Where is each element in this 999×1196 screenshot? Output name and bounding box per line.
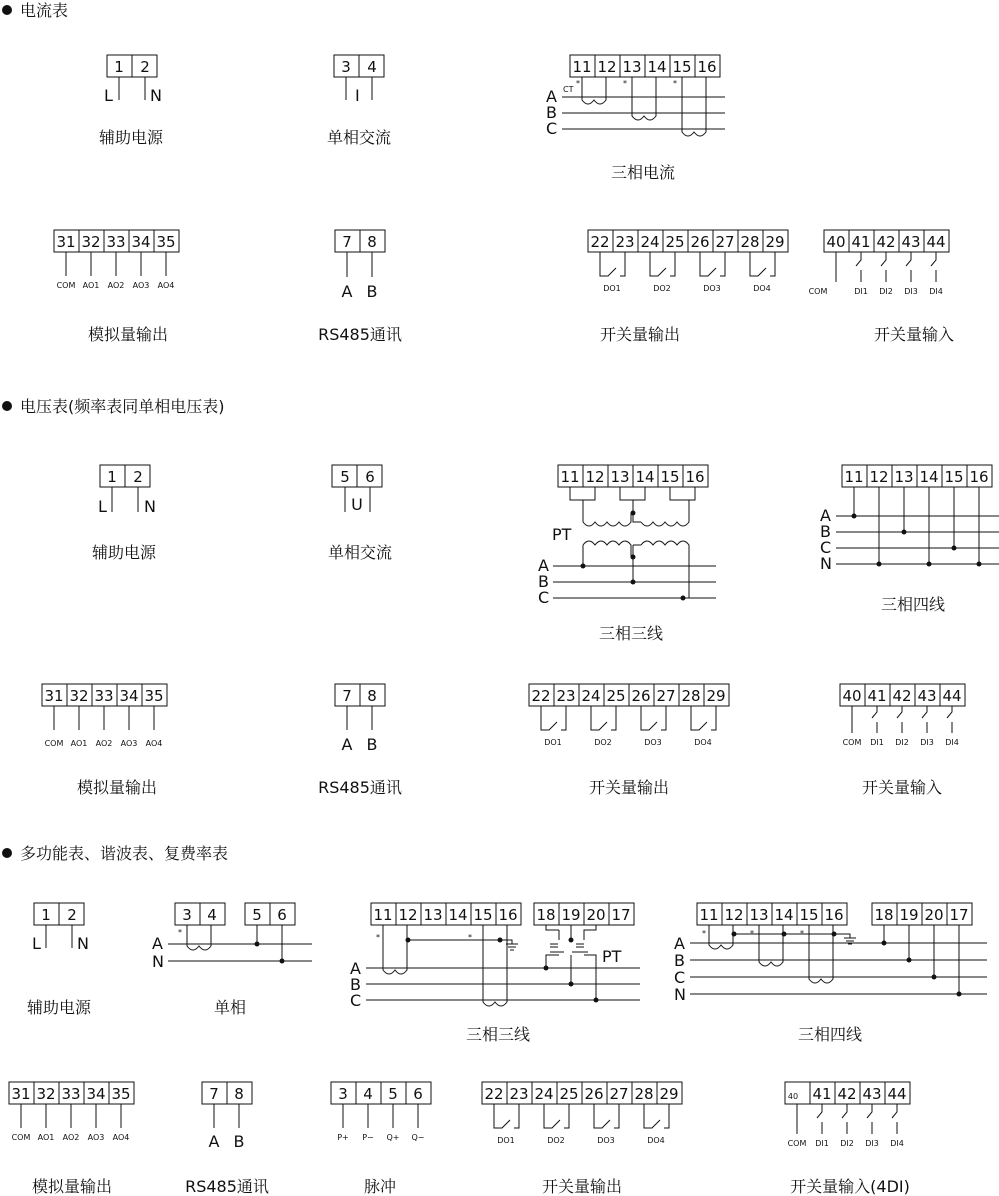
svg-text:14: 14 (448, 906, 468, 924)
svg-text:A: A (538, 556, 549, 575)
svg-text:PT: PT (552, 525, 572, 544)
svg-text:A: A (341, 282, 353, 301)
svg-text:26: 26 (584, 1085, 604, 1103)
svg-text:12: 12 (869, 468, 889, 486)
analog-output-block (54, 230, 179, 344)
svg-text:19: 19 (899, 906, 919, 924)
svg-text:44: 44 (942, 687, 962, 705)
caption: 辅助电源 (26, 998, 92, 1017)
svg-text:35: 35 (111, 1085, 131, 1103)
svg-text:C: C (538, 588, 550, 607)
svg-text:AO2: AO2 (95, 739, 113, 748)
svg-text:CT: CT (563, 85, 574, 94)
svg-text:DO1: DO1 (497, 1136, 515, 1145)
svg-text:C: C (674, 968, 686, 987)
svg-text:19: 19 (561, 906, 581, 924)
svg-text:4: 4 (367, 58, 377, 76)
svg-text:20: 20 (924, 906, 944, 924)
svg-text:A: A (208, 1132, 220, 1151)
caption: 脉冲 (363, 1177, 397, 1196)
svg-text:42: 42 (876, 233, 896, 251)
svg-text:C: C (350, 991, 362, 1010)
svg-text:11: 11 (844, 468, 864, 486)
svg-text:44: 44 (926, 233, 946, 251)
svg-text:P−: P− (362, 1133, 374, 1142)
svg-text:15: 15 (799, 906, 819, 924)
svg-text:L: L (98, 497, 107, 516)
svg-text:23: 23 (615, 233, 635, 251)
svg-text:2: 2 (140, 58, 150, 76)
svg-text:44: 44 (887, 1085, 907, 1103)
caption: 三相三线 (465, 1025, 531, 1044)
caption: 开关量输出 (599, 325, 681, 344)
svg-text:AO4: AO4 (157, 281, 175, 290)
svg-text:24: 24 (534, 1085, 554, 1103)
three-phase-current-block (546, 55, 725, 182)
svg-text:*: * (178, 928, 182, 937)
svg-text:26: 26 (631, 687, 651, 705)
svg-text:DO2: DO2 (653, 284, 671, 293)
svg-text:N: N (820, 554, 832, 573)
section-title-ammeter: 电流表 (20, 1, 69, 20)
svg-text:11: 11 (699, 906, 719, 924)
analog-output-block (9, 1082, 134, 1196)
svg-text:*: * (376, 933, 380, 942)
svg-text:1: 1 (114, 58, 124, 76)
svg-text:DO1: DO1 (544, 738, 562, 747)
svg-text:14: 14 (635, 468, 655, 486)
svg-text:11: 11 (560, 468, 580, 486)
caption: 三相四线 (880, 595, 946, 614)
svg-text:*: * (623, 79, 627, 88)
svg-text:A: A (152, 934, 163, 953)
rs485-block (318, 684, 402, 797)
svg-text:N: N (144, 497, 156, 516)
svg-text:N: N (77, 934, 89, 953)
svg-text:COM: COM (842, 738, 862, 747)
svg-text:16: 16 (969, 468, 989, 486)
svg-text:15: 15 (672, 58, 692, 76)
svg-text:A: A (341, 735, 353, 754)
switch-input-block (840, 684, 965, 797)
svg-text:24: 24 (581, 687, 601, 705)
svg-text:26: 26 (690, 233, 710, 251)
svg-text:28: 28 (681, 687, 701, 705)
svg-text:2: 2 (67, 906, 77, 924)
svg-text:COM: COM (44, 739, 64, 748)
svg-text:B: B (233, 1132, 245, 1151)
svg-text:34: 34 (119, 687, 139, 705)
caption: 单相 (213, 998, 247, 1017)
svg-text:25: 25 (665, 233, 685, 251)
svg-text:8: 8 (367, 233, 377, 251)
single-phase-ac-block (327, 55, 391, 147)
svg-text:L: L (32, 934, 41, 953)
svg-text:2: 2 (133, 468, 143, 486)
svg-text:B: B (674, 951, 685, 970)
svg-text:P+: P+ (337, 1133, 349, 1142)
caption: RS485通讯 (318, 325, 402, 344)
svg-text:22: 22 (590, 233, 610, 251)
svg-text:6: 6 (413, 1085, 423, 1103)
svg-text:28: 28 (740, 233, 760, 251)
caption: 模拟量输出 (31, 1177, 113, 1196)
svg-text:*: * (468, 933, 472, 942)
svg-text:1: 1 (41, 906, 51, 924)
switch-output-block (529, 684, 729, 797)
svg-text:8: 8 (367, 687, 377, 705)
svg-text:33: 33 (106, 233, 126, 251)
svg-text:N: N (150, 86, 162, 105)
svg-text:42: 42 (892, 687, 912, 705)
svg-text:AO2: AO2 (62, 1133, 80, 1142)
svg-text:DO2: DO2 (594, 738, 612, 747)
svg-text:COM: COM (56, 281, 76, 290)
section-bullet (2, 401, 12, 411)
svg-text:AO4: AO4 (145, 739, 163, 748)
svg-text:40: 40 (787, 1092, 799, 1101)
svg-text:AO2: AO2 (107, 281, 125, 290)
svg-text:COM: COM (11, 1133, 31, 1142)
svg-text:18: 18 (874, 906, 894, 924)
svg-text:DO4: DO4 (694, 738, 712, 747)
svg-text:41: 41 (867, 687, 887, 705)
caption: 单相交流 (326, 128, 392, 147)
svg-text:*: * (800, 929, 804, 938)
svg-text:13: 13 (423, 906, 443, 924)
caption: 开关量输出 (588, 778, 670, 797)
svg-text:33: 33 (61, 1085, 81, 1103)
svg-text:16: 16 (685, 468, 705, 486)
svg-text:25: 25 (559, 1085, 579, 1103)
svg-text:15: 15 (473, 906, 493, 924)
svg-text:DI3: DI3 (865, 1139, 879, 1148)
switch-input-block (809, 230, 954, 344)
svg-text:4: 4 (207, 906, 217, 924)
three-phase-three-wire-block (350, 903, 640, 1044)
section-title-multifunction: 多功能表、谐波表、复费率表 (20, 844, 229, 863)
svg-text:31: 31 (44, 687, 64, 705)
svg-text:16: 16 (824, 906, 844, 924)
svg-text:14: 14 (774, 906, 794, 924)
svg-text:12: 12 (724, 906, 744, 924)
svg-text:U: U (351, 495, 363, 514)
svg-text:N: N (674, 985, 686, 1004)
svg-text:6: 6 (365, 468, 375, 486)
switch-output-block (482, 1082, 682, 1196)
svg-text:DI1: DI1 (854, 287, 868, 296)
svg-text:32: 32 (81, 233, 101, 251)
svg-text:34: 34 (131, 233, 151, 251)
svg-text:DI3: DI3 (920, 738, 934, 747)
svg-text:25: 25 (606, 687, 626, 705)
svg-text:42: 42 (837, 1085, 857, 1103)
svg-text:31: 31 (11, 1085, 31, 1103)
section-bullet (2, 5, 12, 15)
svg-text:DI2: DI2 (879, 287, 893, 296)
svg-text:3: 3 (338, 1085, 348, 1103)
svg-text:AO3: AO3 (87, 1133, 105, 1142)
analog-output-block (42, 684, 167, 797)
svg-text:PT: PT (602, 947, 622, 966)
three-phase-four-wire-block (674, 903, 987, 1044)
svg-text:A: A (820, 506, 831, 525)
svg-text:B: B (366, 735, 378, 754)
caption: 辅助电源 (91, 543, 157, 562)
svg-text:B: B (366, 282, 378, 301)
caption: 开关量输出 (541, 1177, 623, 1196)
svg-text:L: L (104, 86, 113, 105)
svg-text:B: B (538, 572, 549, 591)
svg-text:*: * (673, 79, 677, 88)
svg-text:13: 13 (894, 468, 914, 486)
svg-text:DI2: DI2 (895, 738, 909, 747)
svg-text:7: 7 (342, 687, 352, 705)
svg-text:12: 12 (597, 58, 617, 76)
single-phase-ac-block (328, 465, 392, 562)
svg-text:34: 34 (86, 1085, 106, 1103)
svg-text:7: 7 (342, 233, 352, 251)
caption: 开关量输入 (873, 325, 955, 344)
svg-text:14: 14 (647, 58, 667, 76)
svg-text:22: 22 (531, 687, 551, 705)
aux-power-block (99, 55, 164, 147)
single-phase-block (152, 903, 312, 1017)
svg-text:DI4: DI4 (890, 1139, 904, 1148)
svg-text:13: 13 (610, 468, 630, 486)
svg-text:18: 18 (536, 906, 556, 924)
svg-text:Q+: Q+ (386, 1133, 400, 1142)
svg-text:22: 22 (484, 1085, 504, 1103)
svg-text:B: B (546, 103, 557, 122)
svg-text:AO4: AO4 (112, 1133, 130, 1142)
caption: 模拟量输出 (76, 778, 158, 797)
svg-text:COM: COM (808, 287, 828, 296)
svg-text:35: 35 (156, 233, 176, 251)
svg-text:29: 29 (765, 233, 785, 251)
caption: 三相四线 (797, 1025, 863, 1044)
svg-text:20: 20 (586, 906, 606, 924)
svg-text:5: 5 (388, 1085, 398, 1103)
svg-text:43: 43 (862, 1085, 882, 1103)
rs485-block (318, 230, 402, 344)
svg-text:6: 6 (277, 906, 287, 924)
svg-text:A: A (546, 87, 557, 106)
svg-text:3: 3 (182, 906, 192, 924)
svg-text:AO1: AO1 (82, 281, 100, 290)
svg-text:11: 11 (572, 58, 592, 76)
svg-text:43: 43 (917, 687, 937, 705)
svg-text:1: 1 (107, 468, 117, 486)
svg-text:A: A (350, 959, 361, 978)
svg-text:DO2: DO2 (547, 1136, 565, 1145)
caption: RS485通讯 (185, 1177, 269, 1196)
svg-text:28: 28 (634, 1085, 654, 1103)
svg-text:32: 32 (36, 1085, 56, 1103)
svg-text:B: B (820, 522, 831, 541)
svg-text:29: 29 (659, 1085, 679, 1103)
caption: 开关量输入 (861, 778, 943, 797)
aux-power-block (27, 903, 92, 1017)
svg-text:B: B (350, 975, 361, 994)
svg-text:*: * (702, 929, 706, 938)
svg-text:3: 3 (341, 58, 351, 76)
svg-text:41: 41 (851, 233, 871, 251)
svg-text:DI1: DI1 (815, 1139, 829, 1148)
svg-text:27: 27 (656, 687, 676, 705)
svg-text:COM: COM (787, 1139, 807, 1148)
svg-text:23: 23 (509, 1085, 529, 1103)
svg-text:16: 16 (498, 906, 518, 924)
svg-text:C: C (546, 119, 558, 138)
caption: 单相交流 (327, 543, 393, 562)
caption: RS485通讯 (318, 778, 402, 797)
svg-text:43: 43 (901, 233, 921, 251)
svg-text:DO4: DO4 (753, 284, 771, 293)
svg-text:15: 15 (660, 468, 680, 486)
svg-text:41: 41 (812, 1085, 832, 1103)
caption: 三相电流 (610, 163, 676, 182)
svg-text:C: C (820, 538, 832, 557)
svg-text:Q−: Q− (411, 1133, 425, 1142)
svg-text:35: 35 (144, 687, 164, 705)
svg-text:8: 8 (234, 1085, 244, 1103)
svg-text:DO3: DO3 (703, 284, 721, 293)
svg-text:32: 32 (69, 687, 89, 705)
svg-text:I: I (355, 86, 360, 105)
svg-text:40: 40 (826, 233, 846, 251)
svg-text:11: 11 (373, 906, 393, 924)
svg-text:5: 5 (252, 906, 262, 924)
svg-text:12: 12 (585, 468, 605, 486)
svg-text:31: 31 (56, 233, 76, 251)
svg-text:N: N (152, 952, 164, 971)
svg-text:16: 16 (697, 58, 717, 76)
svg-text:40: 40 (842, 687, 862, 705)
switch-input-4di-block (785, 1082, 910, 1196)
svg-text:AO3: AO3 (120, 739, 138, 748)
section-bullet (2, 848, 12, 858)
svg-text:DI4: DI4 (945, 738, 959, 747)
svg-text:DO1: DO1 (603, 284, 621, 293)
svg-text:AO3: AO3 (132, 281, 150, 290)
svg-text:24: 24 (640, 233, 660, 251)
svg-text:DI1: DI1 (870, 738, 884, 747)
svg-text:DO4: DO4 (647, 1136, 665, 1145)
svg-text:33: 33 (94, 687, 114, 705)
svg-text:13: 13 (622, 58, 642, 76)
svg-text:14: 14 (919, 468, 939, 486)
svg-text:AO1: AO1 (37, 1133, 55, 1142)
switch-output-block (588, 230, 788, 344)
caption: 模拟量输出 (87, 325, 169, 344)
three-phase-three-wire-block (538, 465, 716, 643)
svg-text:27: 27 (715, 233, 735, 251)
svg-text:7: 7 (209, 1085, 219, 1103)
pulse-block (331, 1082, 431, 1196)
rs485-block (185, 1082, 269, 1196)
aux-power-block (92, 465, 157, 562)
svg-text:12: 12 (398, 906, 418, 924)
svg-text:DI4: DI4 (929, 287, 943, 296)
svg-text:AO1: AO1 (70, 739, 88, 748)
svg-text:17: 17 (611, 906, 631, 924)
section-title-voltmeter: 电压表(频率表同单相电压表) (20, 397, 225, 416)
caption: 开关量输入(4DI) (790, 1177, 910, 1196)
svg-text:27: 27 (609, 1085, 629, 1103)
svg-text:*: * (576, 79, 580, 88)
svg-text:DI3: DI3 (904, 287, 918, 296)
svg-text:A: A (674, 934, 685, 953)
svg-text:DI2: DI2 (840, 1139, 854, 1148)
svg-text:29: 29 (706, 687, 726, 705)
three-phase-four-wire-block (820, 465, 999, 614)
svg-text:15: 15 (944, 468, 964, 486)
caption: 辅助电源 (98, 128, 164, 147)
svg-text:5: 5 (340, 468, 350, 486)
svg-text:DO3: DO3 (597, 1136, 615, 1145)
svg-text:DO3: DO3 (644, 738, 662, 747)
svg-text:23: 23 (556, 687, 576, 705)
svg-text:4: 4 (363, 1085, 373, 1103)
svg-text:17: 17 (949, 906, 969, 924)
caption: 三相三线 (598, 624, 664, 643)
svg-text:*: * (750, 929, 754, 938)
svg-text:13: 13 (749, 906, 769, 924)
